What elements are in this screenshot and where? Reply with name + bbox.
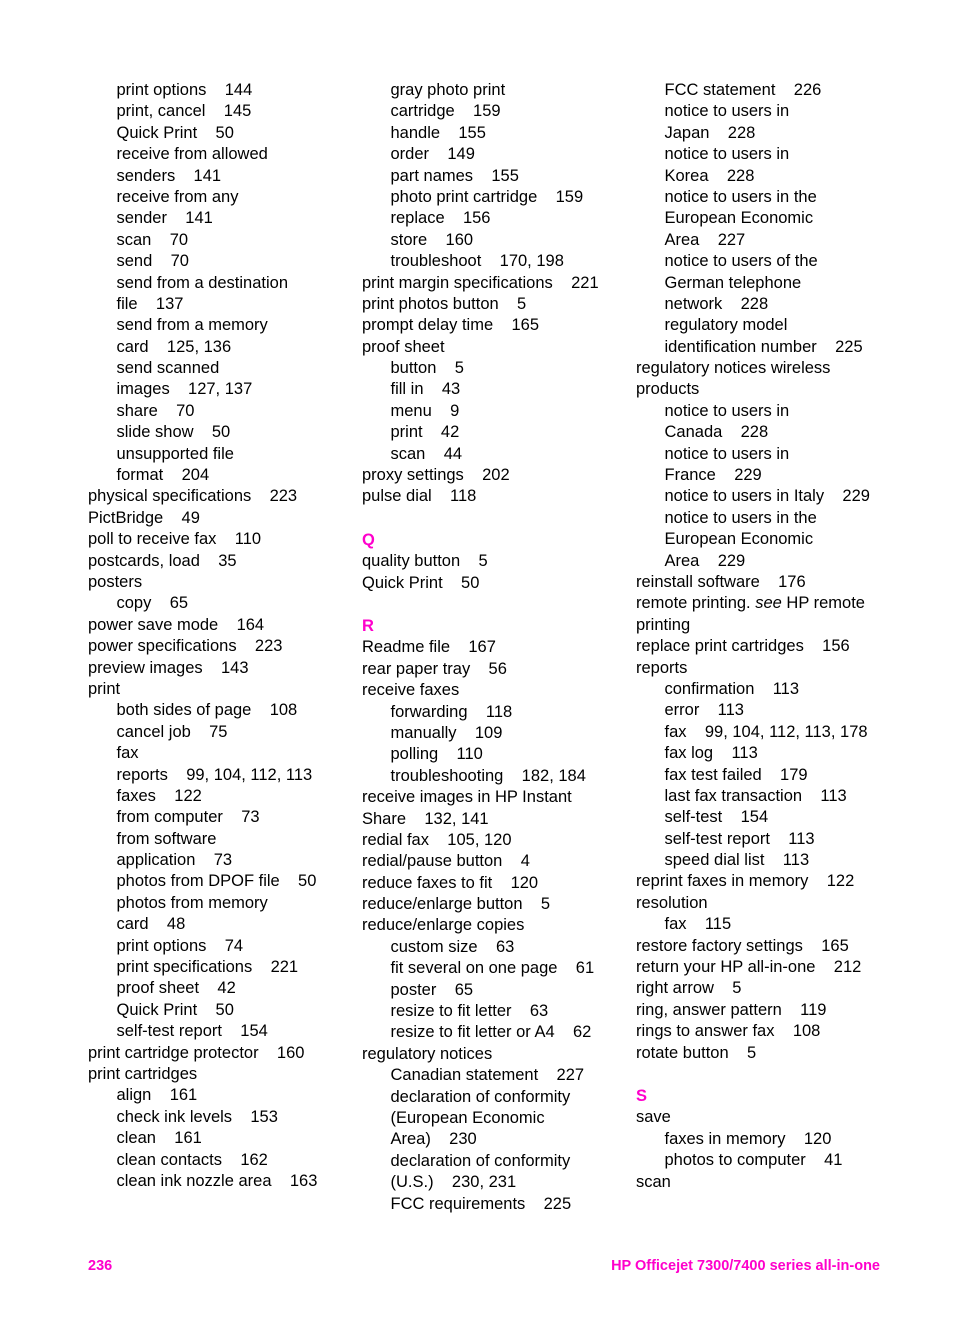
index-subentry: faxes in memory 120: [664, 1129, 832, 1148]
index-subentry: send scanned: [116, 359, 220, 378]
index-section-letter: Q: [362, 530, 375, 549]
index-subentry: polling 110: [390, 745, 483, 764]
index-entry: replace print cartridges 156: [636, 637, 850, 656]
index-subentry: fit several on one page 61: [390, 959, 595, 978]
index-subentry: cancel job 75: [116, 722, 228, 741]
index-entry: posters: [88, 572, 143, 591]
index-subentry: forwarding 118: [390, 702, 513, 721]
index-subentry: fax log 113: [664, 744, 758, 763]
index-subentry: gray photo print: [390, 81, 506, 99]
index-subentry: proof sheet 42: [116, 979, 236, 998]
index-subentry: from computer 73: [116, 808, 260, 827]
index-subentry: slide show 50: [116, 423, 231, 442]
index-subentry: notice to users in: [664, 444, 790, 463]
index-entry: reprint faxes in memory 122: [636, 872, 855, 891]
index-subentry: store 160: [390, 230, 474, 249]
index-entry: poll to receive fax 110: [88, 530, 262, 549]
index-subentry: cartridge 159: [390, 102, 501, 121]
index-subentry: photo print cartridge 159: [390, 187, 584, 206]
index-subentry: menu 9: [390, 401, 460, 420]
index-entry: print cartridge protector 160: [88, 1043, 305, 1062]
index-subentry: poster 65: [390, 980, 474, 999]
index-subentry: notice to users in Italy 229: [664, 487, 870, 506]
index-subentry: reports 99, 104, 112, 113: [116, 765, 313, 784]
index-subentry: regulatory model: [664, 316, 788, 335]
index-entry: scan: [636, 1172, 671, 1191]
index-entry: reinstall software 176: [636, 572, 806, 591]
index-entry: print cartridges: [88, 1064, 198, 1083]
index-entry: preview images 143: [88, 658, 249, 677]
index-entry: return your HP all-in-one 212: [636, 958, 862, 977]
index-subentry: send 70: [116, 252, 189, 271]
index-entry: reduce/enlarge copies: [362, 916, 525, 935]
index-entry: print margin specifications 221: [362, 273, 599, 292]
index-subentry: error 113: [664, 701, 744, 720]
index-subentry: self-test 154: [664, 808, 769, 827]
index-subentry: card 48: [116, 915, 186, 934]
index-entry: resolution: [636, 893, 708, 912]
index-entry: quality button 5: [362, 552, 488, 571]
index-subentry: send from a memory: [116, 316, 268, 335]
index-subentry: share 70: [116, 401, 195, 420]
index-entry: receive images in HP Instant: [362, 788, 572, 807]
index-entry: proxy settings 202: [362, 466, 510, 485]
index-column-2: [362, 80, 624, 1215]
index-entry: right arrow 5: [636, 979, 742, 998]
index-subentry: German telephone: [664, 273, 802, 292]
index-subentry: self-test report 154: [116, 1022, 268, 1041]
index-entry: proof sheet: [362, 337, 445, 356]
index-entry: regulatory notices wireless: [636, 359, 831, 378]
index-subentry: Area 227: [664, 230, 746, 249]
index-subentry: unsupported file: [116, 444, 234, 463]
index-subentry: (European Economic: [390, 1108, 545, 1127]
index-subentry: notice to users of the: [664, 252, 818, 271]
index-subentry: photos to computer 41: [664, 1151, 843, 1170]
index-subentry: send from a destination: [116, 273, 289, 292]
index-subentry: custom size 63: [390, 937, 515, 956]
index-subentry: photos from DPOF file 50: [116, 872, 317, 891]
index-subentry: fax test failed 179: [664, 765, 808, 784]
index-entry: PictBridge 49: [88, 508, 200, 527]
index-subentry: European Economic: [664, 530, 814, 549]
index-section-letter: R: [362, 616, 374, 635]
index-subentry: application 73: [116, 851, 233, 870]
index-subentry: check ink levels 153: [116, 1107, 278, 1126]
index-subentry: from software: [116, 829, 217, 848]
index-subentry: part names 155: [390, 166, 519, 185]
index-subentry: troubleshoot 170, 198: [390, 252, 564, 271]
index-entry: rings to answer fax 108: [636, 1022, 821, 1041]
index-entry: printing: [636, 615, 691, 634]
index-entry-text-after: HP remote: [781, 594, 865, 613]
index-entry: Share 132, 141: [362, 809, 489, 828]
index-subentry: network 228: [664, 294, 769, 313]
index-entry: prompt delay time 165: [362, 316, 540, 335]
index-subentry: fax 99, 104, 112, 113, 178: [664, 722, 868, 741]
index-column-3: [636, 80, 898, 1193]
index-subentry: handle 155: [390, 123, 486, 142]
index-entry: restore factory settings 165: [636, 936, 849, 955]
index-subentry: France 229: [664, 466, 762, 485]
index-subentry: print, cancel 145: [116, 102, 252, 121]
index-entry: regulatory notices: [362, 1044, 493, 1063]
index-subentry: print specifications 221: [116, 958, 299, 977]
index-subentry: fill in 43: [390, 380, 461, 399]
index-subentry: declaration of conformity: [390, 1087, 571, 1106]
index-subentry: Japan 228: [664, 123, 756, 142]
index-entry: power save mode 164: [88, 615, 265, 634]
index-entry: rear paper tray 56: [362, 659, 507, 678]
index-entry: redial fax 105, 120: [362, 830, 512, 849]
index-entry: print: [88, 679, 121, 698]
index-subentry: clean 161: [116, 1129, 202, 1148]
index-subentry: notice to users in: [664, 145, 790, 164]
index-subentry: both sides of page 108: [116, 701, 298, 720]
index-section-letter: S: [636, 1086, 648, 1105]
index-subentry: senders 141: [116, 166, 222, 185]
index-subentry: manually 109: [390, 723, 503, 742]
index-subentry: Korea 228: [664, 166, 755, 185]
index-subentry: European Economic: [664, 209, 814, 228]
index-subentry: declaration of conformity: [390, 1151, 571, 1170]
index-subentry: resize to fit letter or A4 62: [390, 1023, 592, 1042]
index-subentry: receive from allowed: [116, 145, 268, 164]
index-entry: reduce/enlarge button 5: [362, 895, 551, 914]
index-subentry: resize to fit letter 63: [390, 1002, 549, 1021]
index-subentry: fax 115: [664, 915, 732, 934]
footer-title: HP Officejet 7300/7400 series all-in-one: [611, 1258, 880, 1274]
index-entry: pulse dial 118: [362, 487, 477, 506]
index-entry: [636, 593, 898, 614]
index-entry-see: see: [755, 594, 782, 613]
index-subentry: Quick Print 50: [116, 123, 234, 142]
index-subentry: FCC statement 226: [664, 81, 822, 99]
index-subentry: Quick Print 50: [116, 1000, 234, 1019]
index-entry: Readme file 167: [362, 638, 496, 657]
page-number: 236: [88, 1258, 113, 1274]
index-entry: redial/pause button 4: [362, 852, 530, 871]
index-subentry: notice to users in the: [664, 187, 817, 206]
index-subentry: (U.S.) 230, 231: [390, 1173, 517, 1192]
index-subentry: last fax transaction 113: [664, 786, 847, 805]
index-entry: power specifications 223: [88, 637, 283, 656]
index-entry: ring, answer pattern 119: [636, 1000, 827, 1019]
index-subentry: images 127, 137: [116, 380, 253, 399]
index-subentry: print 42: [390, 423, 460, 442]
index-entry: Quick Print 50: [362, 573, 480, 592]
index-entry: print photos button 5: [362, 294, 527, 313]
index-subentry: align 161: [116, 1086, 198, 1105]
index-entry: postcards, load 35: [88, 551, 237, 570]
index-subentry: format 204: [116, 466, 210, 485]
index-subentry: clean ink nozzle area 163: [116, 1171, 318, 1190]
index-subentry: notice to users in: [664, 102, 790, 121]
index-subentry: order 149: [390, 145, 475, 164]
index-column-1: [88, 80, 350, 1192]
index-entry: reports: [636, 658, 688, 677]
index-entry: receive faxes: [362, 681, 460, 700]
index-entry-text: remote printing.: [636, 594, 756, 613]
index-subentry: card 125, 136: [116, 337, 232, 356]
index-subentry: speed dial list 113: [664, 851, 810, 870]
index-subentry: self-test report 113: [664, 829, 815, 848]
index-subentry: confirmation 113: [664, 679, 800, 698]
index-subentry: identification number 225: [664, 337, 863, 356]
index-subentry: scan 44: [390, 444, 463, 463]
index-subentry: file 137: [116, 294, 184, 313]
index-subentry: copy 65: [116, 594, 189, 613]
index-subentry: sender 141: [116, 209, 213, 228]
index-subentry: Area) 230: [390, 1130, 477, 1149]
index-subentry: clean contacts 162: [116, 1150, 268, 1169]
index-entry: save: [636, 1108, 671, 1127]
index-entry: products: [636, 380, 700, 399]
index-subentry: receive from any: [116, 187, 239, 206]
index-subentry: photos from memory: [116, 893, 268, 912]
index-entry: rotate button 5: [636, 1043, 757, 1062]
index-subentry: print options 144: [116, 81, 253, 99]
index-subentry: replace 156: [390, 209, 491, 228]
index-subentry: scan 70: [116, 230, 189, 249]
index-subentry: print options 74: [116, 936, 244, 955]
index-subentry: troubleshooting 182, 184: [390, 766, 586, 785]
index-subentry: fax: [116, 744, 139, 763]
index-subentry: faxes 122: [116, 786, 202, 805]
index-subentry: Canada 228: [664, 423, 769, 442]
index-entry: reduce faxes to fit 120: [362, 873, 539, 892]
index-subentry: button 5: [390, 359, 464, 378]
index-subentry: FCC requirements 225: [390, 1194, 572, 1213]
index-subentry: notice to users in the: [664, 508, 817, 527]
index-subentry: notice to users in: [664, 401, 790, 420]
index-entry: physical specifications 223: [88, 487, 298, 506]
index-subentry: Area 229: [664, 551, 746, 570]
index-subentry: Canadian statement 227: [390, 1066, 585, 1085]
